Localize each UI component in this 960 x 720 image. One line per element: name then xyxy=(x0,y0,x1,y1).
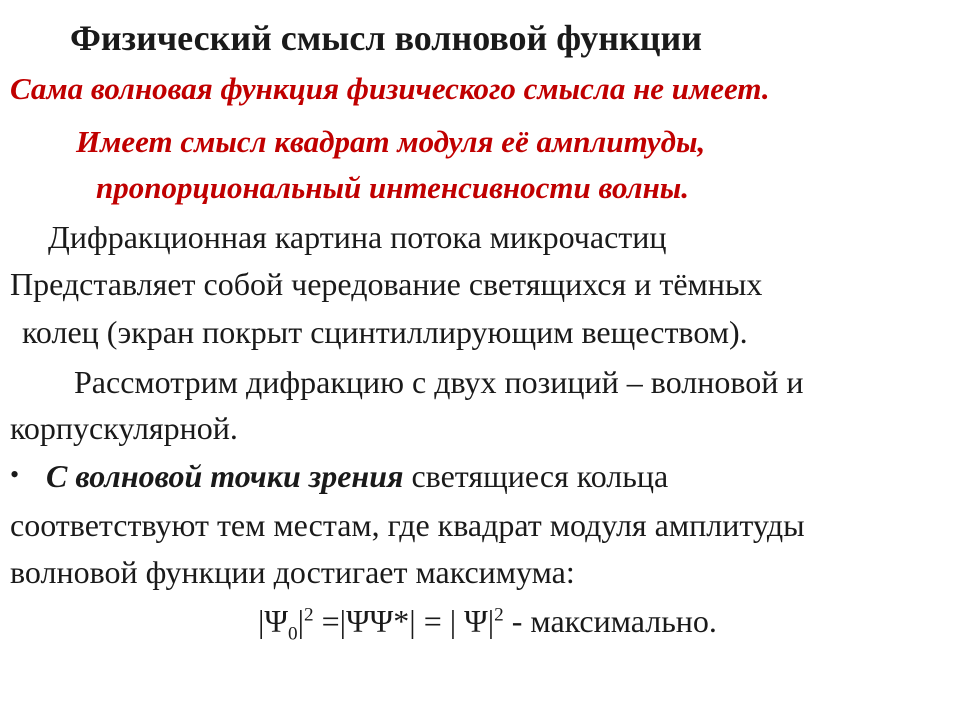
psi-symbol-2: Ψ xyxy=(464,603,488,639)
slide-title: Физический смысл волновой функции xyxy=(70,18,703,58)
consider-line-2: корпускулярной. xyxy=(10,410,238,446)
exponent-2: 2 xyxy=(494,604,504,626)
red-statement-line-2: Имеет смысл квадрат модуля её амплитуды, xyxy=(76,124,706,159)
consider-line-1: Рассмотрим дифракцию с двух позиций – волновой и xyxy=(74,364,804,400)
formula: $|\Psi_0|^2 =|\Psi\Psi*|$ = | $\Psi|^2$ - максимально. xyxy=(258,603,717,645)
psi-symbol: Ψ xyxy=(264,603,289,639)
exponent-1: 2 xyxy=(304,604,314,626)
red-statement-line-3: пропорциональный интенсивности волны. xyxy=(96,170,690,205)
diffraction-line-1: Дифракционная картина потока микрочастиц xyxy=(48,219,667,255)
wave-view-rest: светящиеся кольца xyxy=(403,458,669,494)
diffraction-line-3: колец (экран покрыт сцинтиллирующим веществом). xyxy=(22,314,748,350)
psi-psi-star: ΨΨ* xyxy=(346,603,410,639)
wave-view-line-1 xyxy=(46,460,668,492)
formula-suffix: - максимально. xyxy=(503,603,717,639)
wave-view-line-2: соответствуют тем местам, где квадрат модуля амплитуды xyxy=(10,507,805,543)
psi-subscript: 0 xyxy=(288,623,298,645)
diffraction-line-2: Представляет собой чередование светящихся и тёмных xyxy=(10,266,763,302)
wave-view-emphasis: С волновой точки зрения xyxy=(46,458,404,494)
bullet-icon: • xyxy=(10,460,20,489)
red-statement-line-1: Сама волновая функция физического смысла не имеет. xyxy=(10,71,770,106)
wave-view-line-3: волновой функции достигает максимума: xyxy=(10,554,575,590)
